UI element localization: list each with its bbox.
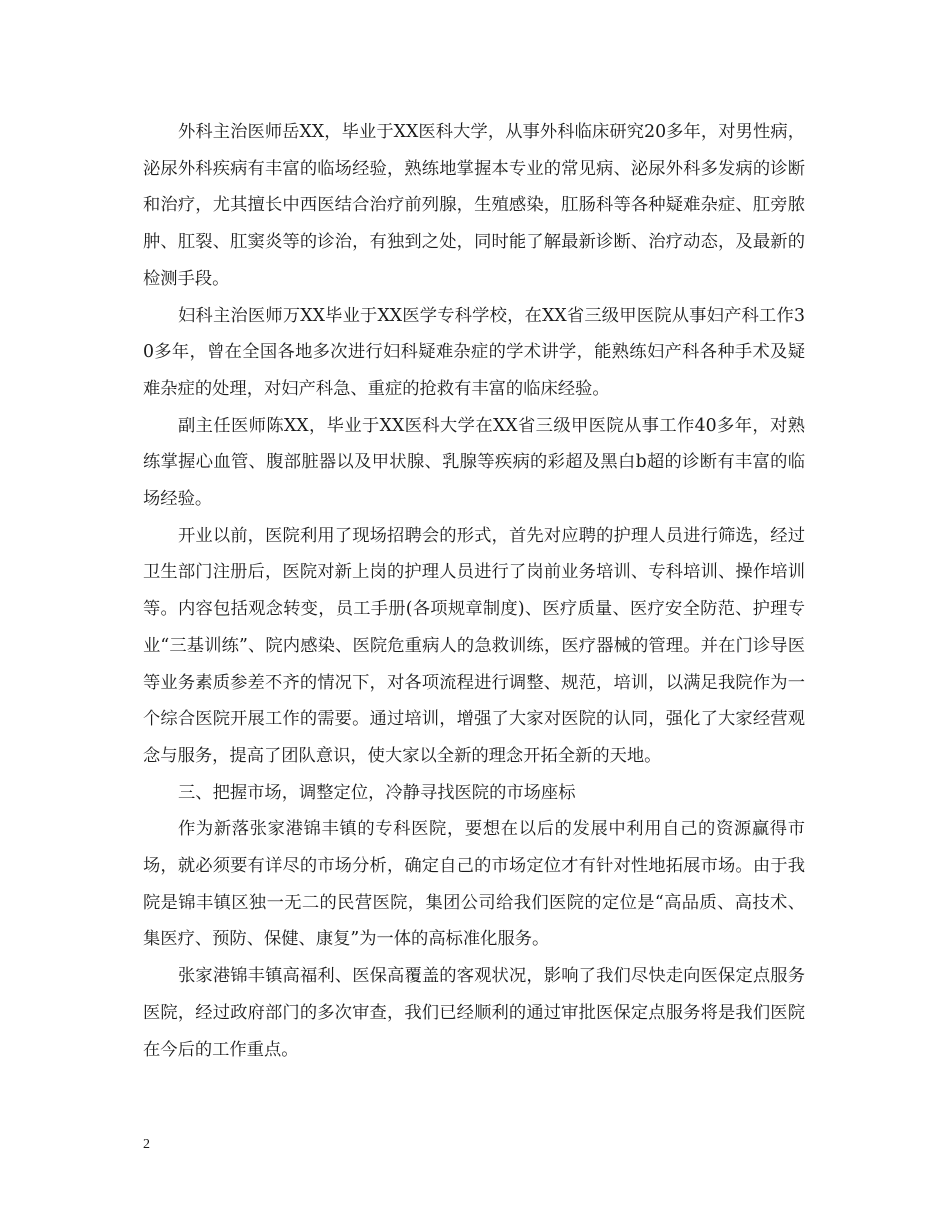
paragraph-surgeon-yue: 外科主治医师岳XX，毕业于XX医科大学，从事外科临床研究20多年，对男性病，泌尿外科疾病有丰富的临场经验，熟练地掌握本专业的常见病、泌尿外科多发病的诊断和治疗，尤其擅长中西医结合治疗前列腺，生殖感染，肛肠科等各种疑难杂症、肛旁脓肿、肛裂、肛窦炎等的诊治，有独到之处，同时能了解最新诊断、治疗动态，及最新的检测手段。 — [143, 122, 805, 289]
page-number: 2 — [143, 1137, 150, 1152]
paragraph-market-positioning: 作为新落张家港锦丰镇的专科医院，要想在以后的发展中利用自己的资源赢得市场，就必须要有详尽的市场分析，确定自己的市场定位才有针对性地拓展市场。由于我院是锦丰镇区独一无二的民营医院，集团公司给我们医院的定位是“高品质、高技术、集医疗、预防、保健、康复”为一体的高标准化服务。 — [143, 819, 805, 950]
document-body — [143, 114, 805, 1068]
paragraph-staff-training: 开业以前，医院利用了现场招聘会的形式，首先对应聘的护理人员进行筛选，经过卫生部门注册后，医院对新上岗的护理人员进行了岗前业务培训、专科培训、操作培训等。内容包括观念转变，员工手册(各项规章制度)、医疗质量、医疗安全防范、护理专业“三基训练”、院内感染、医院危重病人的急救训练，医疗器械的管理。并在门诊导医等业务素质参差不齐的情况下，对各项流程进行调整、规范，培训，以满足我院作为一个综合医院开展工作的需要。通过培训，增强了大家对医院的认同，强化了大家经营观念与服务，提高了团队意识，使大家以全新的理念开拓全新的天地。 — [143, 525, 805, 766]
section-heading-market: 三、把握市场，调整定位，冷静寻找医院的市场座标 — [178, 782, 576, 803]
paragraph-gynecologist-wan: 妇科主治医师万XX毕业于XX医学专科学校，在XX省三级甲医院从事妇产科工作30多年，曾在全国各地多次进行妇科疑难杂症的学术讲学，能熟练妇产科各种手术及疑难杂症的处理，对妇产科急、重症的抢救有丰富的临床经验。 — [143, 305, 805, 399]
paragraph-medical-insurance: 张家港锦丰镇高福利、医保高覆盖的客观状况，影响了我们尽快走向医保定点服务医院，经过政府部门的多次审查，我们已经顺利的通过审批医保定点服务将是我们医院在今后的工作重点。 — [143, 966, 805, 1060]
paragraph-deputy-director-chen: 副主任医师陈XX，毕业于XX医科大学在XX省三级甲医院从事工作40多年，对熟练掌握心血管、腹部脏器以及甲状腺、乳腺等疾病的彩超及黑白b超的诊断有丰富的临场经验。 — [143, 415, 805, 510]
